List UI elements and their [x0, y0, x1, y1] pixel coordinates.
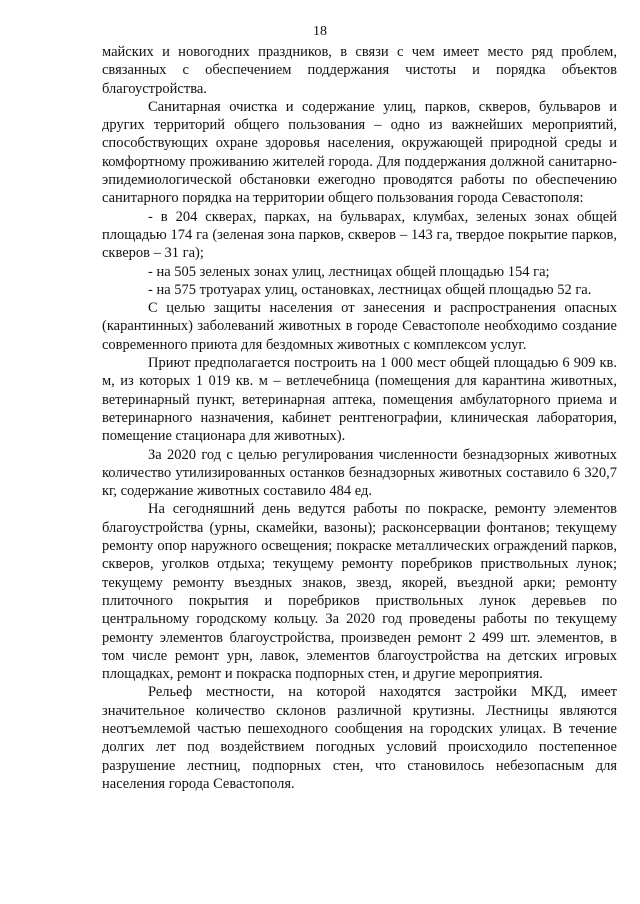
paragraph-animal-shelter-need: С целью защиты населения от занесения и распространения опасных (карантинных) заболеваний животных в городе Севастополе необходимо создание современного приюта для бездомных животных с комплексом услуг.	[102, 300, 617, 353]
page-number: 18	[313, 24, 327, 39]
paragraph-improvement-repairs: На сегодняшний день ведутся работы по покраске, ремонту элементов благоустройства (урны, скамейки, вазоны); расконсервации фонтанов; текущему ремонту опор наружного освещения; покраске металлических ограждений парков, скверов, уголков отдыха; текущему ремонту поребриков приствольных лунок; текущему ремонту въездных знаков, звезд, якорей, въездной арки; ремонту плиточного покрытия и поребриков приствольных лунок деревьев по центральному городскому кольцу. За 2020 год проведены работы по текущему ремонту элементов благоустройства, произведен ремонт 2 499 шт. элементов, в том числе ремонт урн, лавок, элементов благоустройства на детских игровых площадках, ремонт и покраска подпорных стен, и другие мероприятия.	[102, 501, 617, 683]
list-item-squares-parks: - в 204 скверах, парках, на бульварах, клумбах, зеленых зонах общей площадью 174 га (зеленая зона парков, скверов – 143 га, твердое покрытие парков, скверов – 31 га);	[102, 208, 617, 262]
paragraph-holidays-continuation: майских и новогодних праздников, в связи с чем имеет место ряд проблем, связанных с обеспечением поддержания чистоты и порядка объектов благоустройства.	[102, 44, 617, 97]
document-body	[102, 43, 617, 793]
paragraph-sanitary-cleaning: Санитарная очистка и содержание улиц, парков, скверов, бульваров и других территорий общего пользования – одно из важнейших мероприятий, способствующих охране здоровья населения, окружающей природной среды и комфортному проживанию жителей города. Для поддержания должной санитарно-эпидемиологической обстановки ежегодно проводятся работы по обеспечению санитарного порядка на территории общего пользования города Севастополя:	[102, 98, 617, 207]
list-item-sidewalks: - на 575 тротуарах улиц, остановках, лестницах общей площадью 52 га.	[148, 281, 592, 298]
paragraph-terrain-stairs: Рельеф местности, на которой находятся застройки МКД, имеет значительное количество склонов различной крутизны. Лестницы являются неотъемлемой частью пешеходного сообщения на городских улицах. В течение долгих лет под воздействием погодных условий происходило постепенное разрушение лестниц, подпорных стен, что становилось небезопасным для населения города Севастополя.	[102, 684, 617, 792]
paragraph-animal-control-2020: За 2020 год с целью регулирования численности безнадзорных животных количество утилизированных останков безнадзорных животных составило 6 320,7 кг, содержание животных составило 484 ед.	[102, 446, 617, 500]
list-item-green-zones: - на 505 зеленых зонах улиц, лестницах общей площадью 154 га;	[148, 263, 550, 280]
paragraph-shelter-plan: Приют предполагается построить на 1 000 мест общей площадью 6 909 кв. м, из которых 1 019 кв. м – ветлечебница (помещения для карантина животных, ветеринарный пункт, ветеринарная аптека, помещения амбулаторного приема и ветеринарного назначения, кабинет рентгенографии, клиническая лаборатория, помещение стационара для животных).	[102, 355, 617, 445]
